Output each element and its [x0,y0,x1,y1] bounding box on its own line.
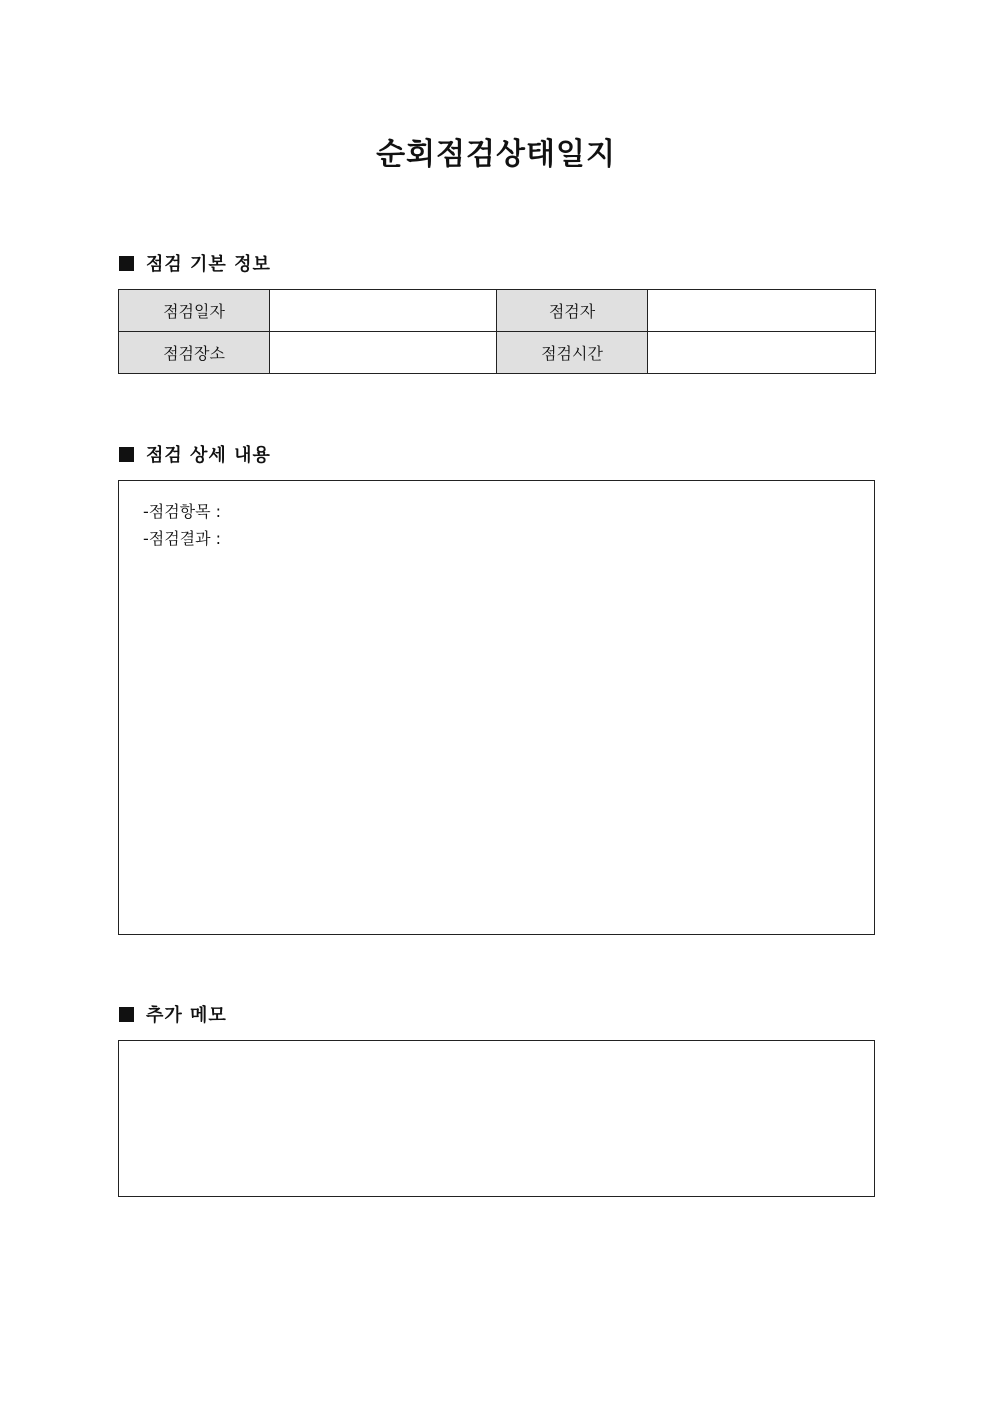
square-bullet-icon [119,447,134,462]
inspection-time-label: 점검시간 [497,332,648,374]
section-heading-basic-info [119,253,271,277]
basic-info-table [118,289,876,374]
square-bullet-icon [119,1007,134,1022]
memo-box[interactable] [118,1040,875,1197]
section-heading-memo [119,1004,227,1028]
detail-content-box[interactable] [118,480,875,935]
document-title: 순회점검상태일지 [376,137,616,172]
inspection-result-line: -점검결과 : [143,529,222,548]
square-bullet-icon [119,256,134,271]
inspection-time-field[interactable] [648,332,876,374]
inspection-date-field[interactable] [270,290,497,332]
section-heading-label: 추가 메모 [146,1005,227,1026]
inspector-field[interactable] [648,290,876,332]
table-row [119,290,876,332]
table-row [119,332,876,374]
inspection-date-label: 점검일자 [119,290,270,332]
section-heading-detail [119,444,271,468]
inspection-location-label: 점검장소 [119,332,270,374]
inspector-label: 점검자 [497,290,648,332]
inspection-location-field[interactable] [270,332,497,374]
section-heading-label: 점검 상세 내용 [146,445,271,466]
section-heading-label: 점검 기본 정보 [146,254,271,275]
inspection-item-line: -점검항목 : [143,502,222,521]
